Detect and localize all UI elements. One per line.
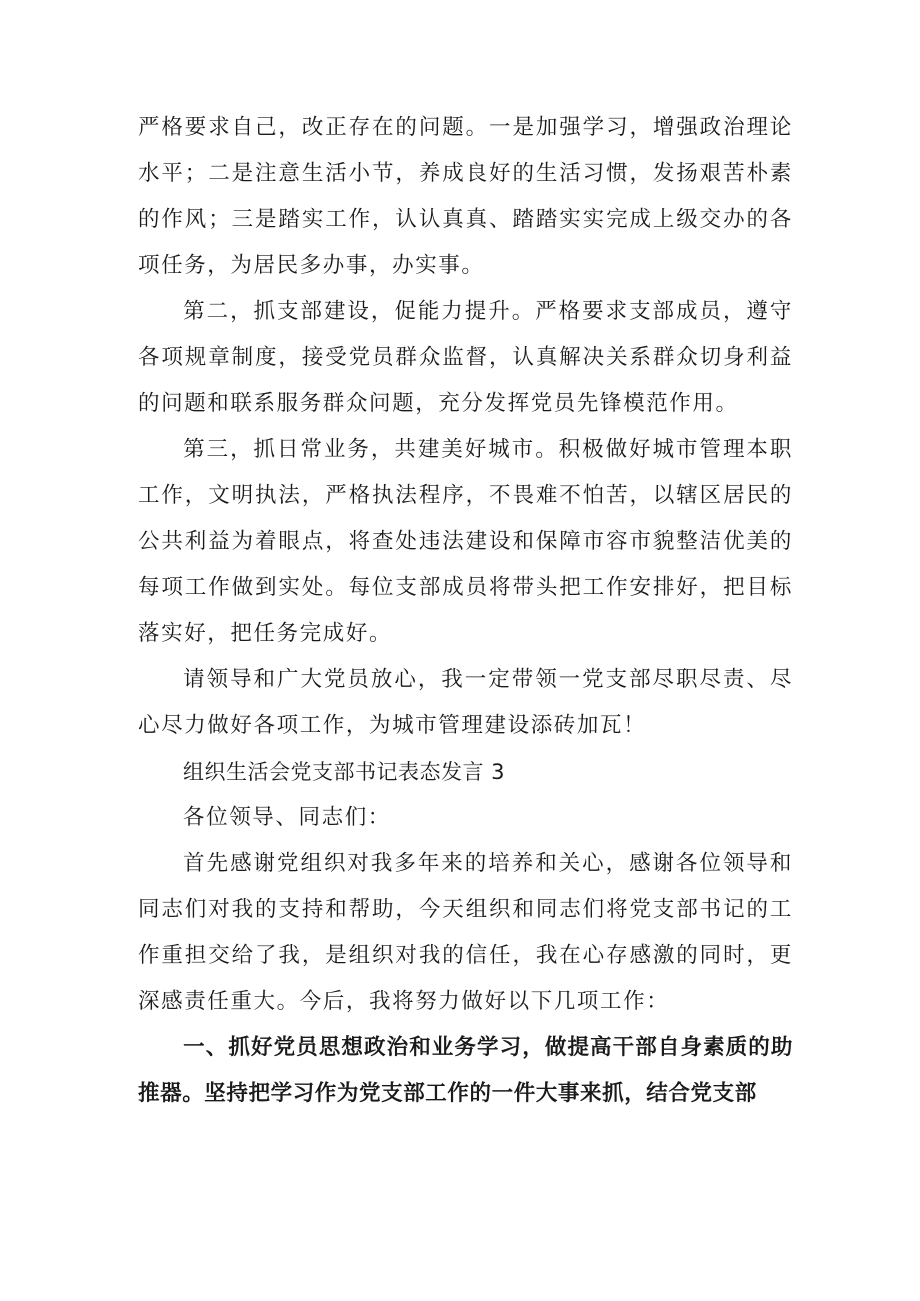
paragraph-point-one: 一、抓好党员思想政治和业务学习，做提高干部自身素质的助推器。坚持把学习作为党支部工作的一件大事来抓，结合党支部 xyxy=(138,1035,793,1106)
salutation: 各位领导、同志们： xyxy=(183,805,391,830)
document-body xyxy=(138,105,793,1117)
paragraph-intro: 首先感谢党组织对我多年来的培养和关心，感谢各位领导和同志们对我的支持和帮助，今天组织和同志们将党支部书记的工作重担交给了我，是组织对我的信任，我在心存感激的同时，更深感责任重大。今后，我将努力做好以下几项工作： xyxy=(138,851,793,1014)
paragraph-daily-business: 第三，抓日常业务，共建美好城市。积极做好城市管理本职工作，文明执法，严格执法程序，不畏难不怕苦，以辖区居民的公共利益为着眼点，将查处违法建设和保障市容市貌整洁优美的每项工作做到实处。每位支部成员将带头把工作安排好，把目标落实好，把任务完成好。 xyxy=(138,437,793,646)
paragraph-self-discipline: 严格要求自己，改正存在的问题。一是加强学习，增强政治理论水平；二是注意生活小节，养成良好的生活习惯，发扬艰苦朴素的作风；三是踏实工作，认认真真、踏踏实实完成上级交办的各项任务，为居民多办事，办实事。 xyxy=(138,115,793,278)
section-title: 组织生活会党支部书记表态发言 3 xyxy=(183,760,506,784)
paragraph-branch-building: 第二，抓支部建设，促能力提升。严格要求支部成员，遵守各项规章制度，接受党员群众监督，认真解决关系群众切身利益的问题和联系服务群众问题，充分发挥党员先锋模范作用。 xyxy=(138,299,793,416)
paragraph-closing-pledge: 请领导和广大党员放心，我一定带领一党支部尽职尽责、尽心尽力做好各项工作，为城市管理建设添砖加瓦！ xyxy=(138,667,793,738)
